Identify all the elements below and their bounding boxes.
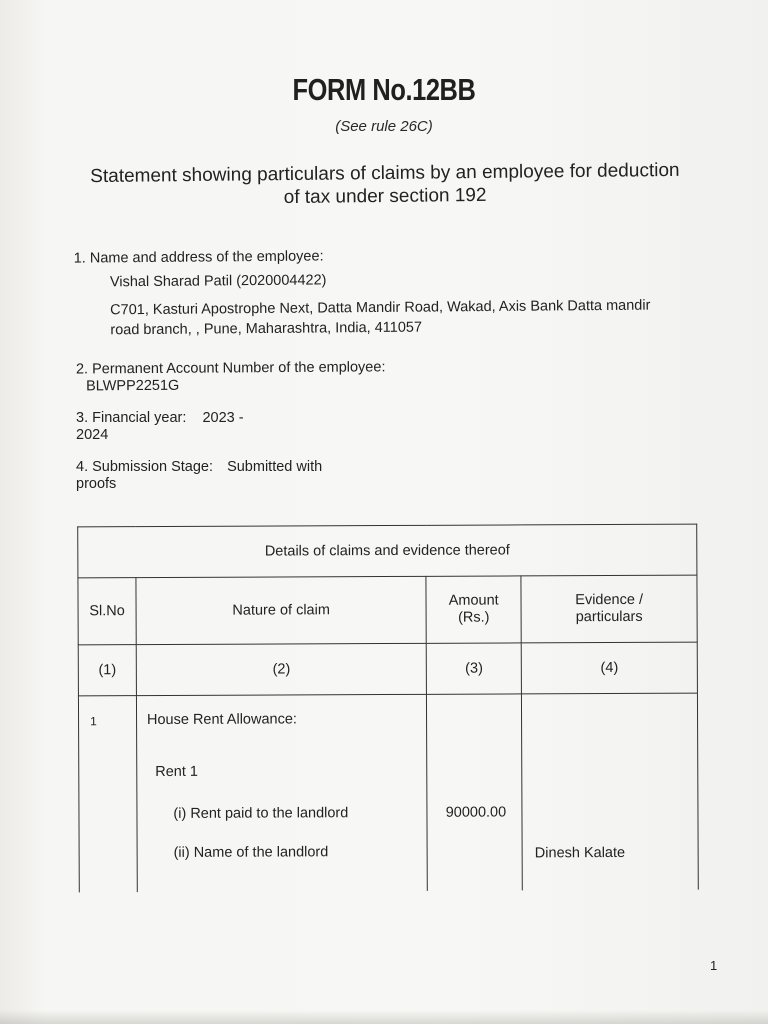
pan-section (76, 359, 496, 396)
page-edge-shadow (0, 1010, 768, 1024)
table-row (78, 693, 698, 892)
col-number-4: (4) (521, 642, 697, 694)
submission-value-start: Submitted with (227, 459, 323, 475)
rent-amount: 90000.00 (445, 804, 507, 821)
form-subtitle: (See rule 26C) (335, 118, 433, 135)
financial-year-label: 3. Financial year: (76, 410, 187, 426)
header-amount (426, 576, 521, 643)
submission-label: 4. Submission Stage: (76, 459, 214, 475)
financial-year-section (76, 410, 276, 444)
header-evidence-text: Evidence / particulars (575, 591, 644, 626)
financial-year-value-end: 2024 (76, 427, 109, 443)
pan-value: BLWPP2251G (86, 377, 180, 395)
claim-item-landlord-name: (ii) Name of the landlord (173, 844, 329, 861)
pan-label: 2. Permanent Account Number of the employee: (75, 359, 386, 378)
row-amount-cell (427, 694, 523, 891)
col-number-2: (2) (136, 643, 427, 695)
employee-label: 1. Name and address of the employee: (73, 248, 324, 267)
row-slno: 1 (78, 696, 137, 893)
claim-item-rent-paid: (i) Rent paid to the landlord (173, 805, 349, 822)
employee-address: C701, Kasturi Apostrophe Next, Datta Mandir Road, Wakad, Axis Bank Datta mandir road branch, , Pune, Maharashtra, India, 411057 (110, 297, 651, 339)
col-number-3: (3) (426, 643, 521, 694)
row-evidence-cell (522, 693, 699, 890)
form-title: FORM No.12BB (292, 72, 476, 107)
rent-label: Rent 1 (155, 763, 198, 781)
submission-section (76, 459, 376, 493)
submission-value-end: proofs (76, 476, 117, 492)
col-number-1: (1) (78, 645, 136, 696)
header-evidence (521, 575, 697, 643)
header-slno: Sl.No (78, 578, 136, 645)
employee-section (74, 243, 675, 340)
header-nature-of-claim: Nature of claim (136, 576, 427, 644)
claim-title: House Rent Allowance: (146, 711, 297, 729)
financial-year-value-start: 2023 - (202, 410, 244, 426)
form-statement: Statement showing particulars of claims by an employee for deduction of tax under section 192 (90, 159, 680, 209)
claims-table (77, 524, 699, 893)
employee-name: Vishal Sharad Patil (2020004422) (109, 272, 327, 291)
header-amount-text: Amount (Rs.) (448, 592, 499, 626)
landlord-name-evidence: Dinesh Kalate (534, 844, 626, 862)
page-number: 1 (710, 958, 718, 973)
table-caption: Details of claims and evidence thereof (78, 524, 697, 578)
row-claim-cell (136, 694, 427, 892)
